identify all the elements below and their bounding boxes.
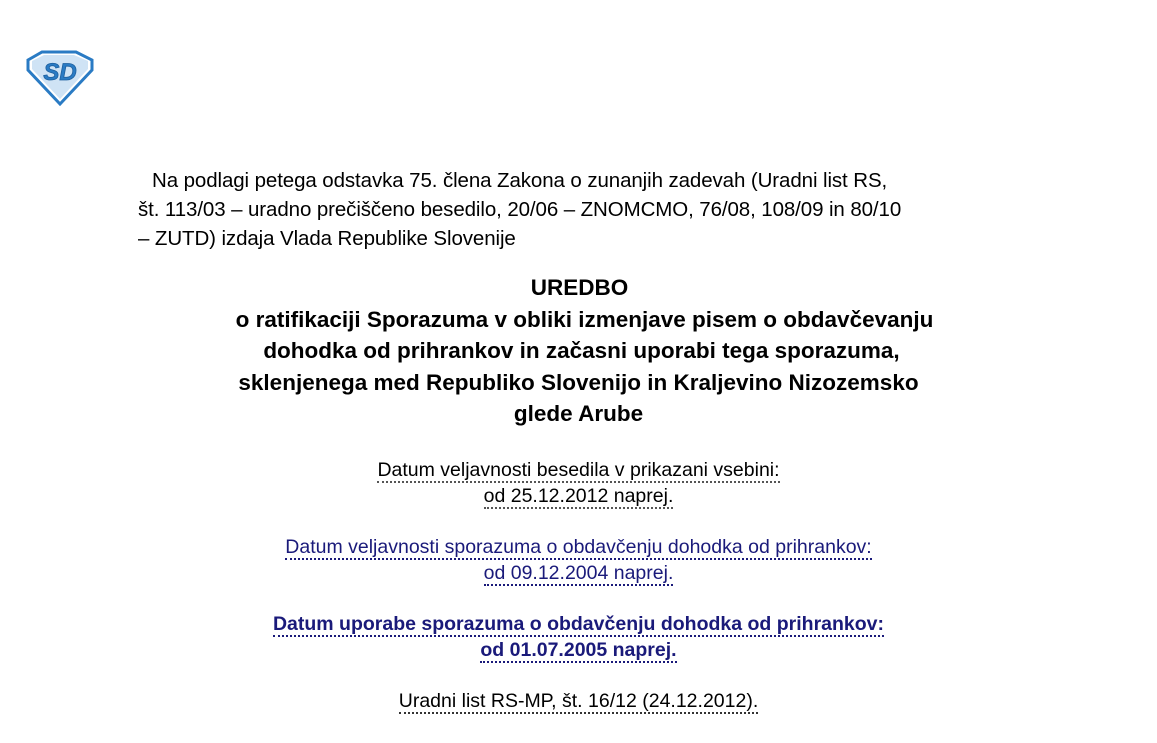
agreement-application-date-link[interactable]: od 01.07.2005 naprej. bbox=[480, 639, 677, 661]
title-heading: UREDBO bbox=[530, 275, 629, 300]
title-line: dohodka od prihrankov in začasni uporabi tega sporazuma, bbox=[263, 338, 900, 363]
text-validity-label: Datum veljavnosti besedila v prikazani vsebini: bbox=[377, 459, 780, 481]
agreement-validity-link[interactable]: Datum veljavnosti sporazuma o obdavčenju dohodka od prihrankov: bbox=[285, 536, 872, 558]
agreement-validity-date-link[interactable]: od 09.12.2004 naprej. bbox=[483, 562, 674, 584]
preamble-line: Na podlagi petega odstavka 75. člena Zakona o zunanjih zadevah (Uradni list RS, bbox=[152, 169, 888, 192]
agreement-application-section bbox=[0, 611, 1157, 663]
preamble-line: št. 113/03 – uradno prečiščeno besedilo, 20/06 – ZNOMCMO, 76/08, 108/09 in 80/10 bbox=[138, 198, 902, 221]
preamble bbox=[138, 166, 1038, 253]
title-line: glede Arube bbox=[513, 401, 644, 426]
shield-diamond-logo-icon bbox=[22, 50, 96, 106]
logo-lettering: SD bbox=[43, 59, 77, 86]
text-validity-date: od 25.12.2012 naprej. bbox=[483, 485, 674, 507]
document-title bbox=[0, 272, 1157, 430]
text-validity-section bbox=[0, 457, 1157, 509]
title-line: sklenjenega med Republiko Slovenijo in Kraljevino Nizozemsko bbox=[238, 369, 919, 395]
preamble-line: – ZUTD) izdaja Vlada Republike Slovenije bbox=[138, 227, 516, 250]
agreement-validity-section bbox=[0, 534, 1157, 586]
logo bbox=[22, 50, 96, 106]
gazette-section bbox=[0, 688, 1157, 714]
gazette-reference: Uradni list RS-MP, št. 16/12 (24.12.2012). bbox=[398, 690, 759, 712]
agreement-application-link[interactable]: Datum uporabe sporazuma o obdavčenju dohodka od prihrankov: bbox=[272, 613, 885, 635]
title-line: o ratifikaciji Sporazuma v obliki izmenjave pisem o obdavčevanju bbox=[235, 306, 934, 332]
